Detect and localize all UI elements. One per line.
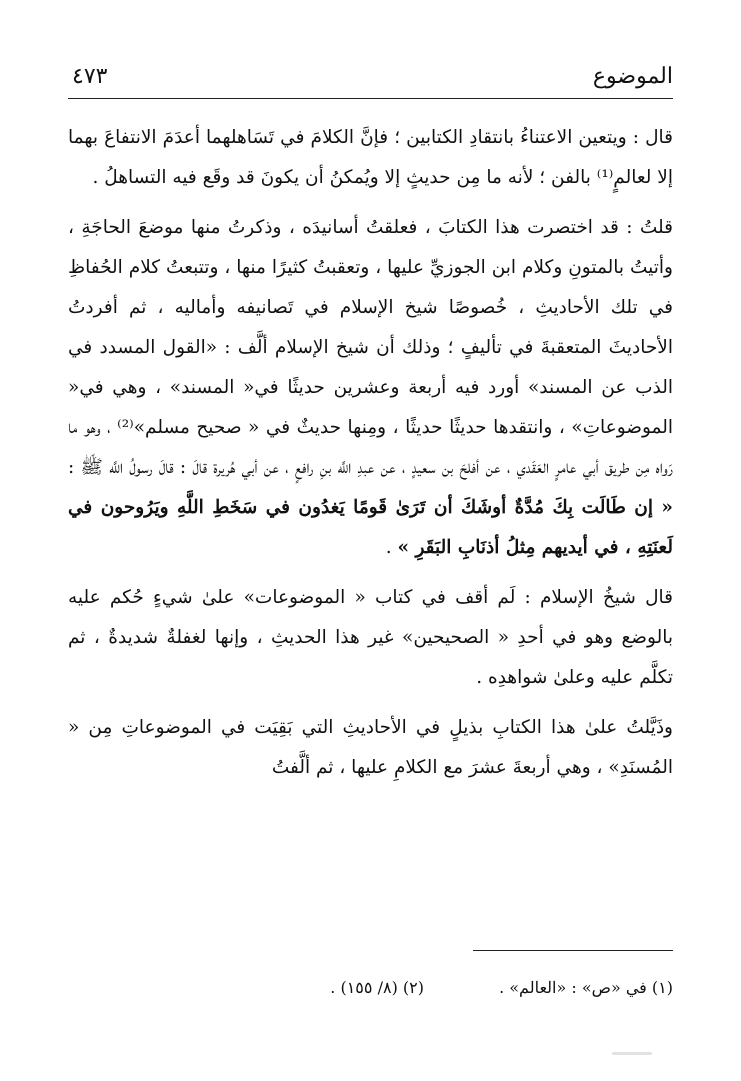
paragraph-2-text: قلتُ : قد اختصرت هذا الكتابَ ، فعلقتُ أسانيدَه ، وذكرتُ منها موضعَ الحاجَةِ ، وأتيتُ بالمتونِ وكلام ابن الجوزيِّ عليها ، وتعقبتُ كثيرًا منها ، وتتبعتُ كلام الحُفاظِ في تلك الأحاديثِ ، خُصوصًا شيخ الإسلام في تَصانيفه وأماليه ، ثم أفردتُ الأحاديثَ المتعقبةَ في تأليفٍ ؛ وذلك أن شيخ الإسلام ألَّف : «القول المسدد في الذب عن المسند» أورد فيه أربعة وعشرين حديثًا في« المسند» ، وهي في« الموضوعاتِ» ، وانتقدها حديثًا حديثًا ، ومِنها حديثٌ في « صحيح مسلم»⁽²⁾ ، وهو ما رَواه مِن طريق أبي عامرٍ العَقَدي ، عن أفلحَ بن سعيدٍ ، عن عبدِ اللَّه بنِ رافعٍ ، عن أبي هُريرة قالَ : قالَ رسولُ اللَّه ﷺ : (68, 217, 673, 478)
paragraph-1: قال : ويتعين الاعتناءُ بانتقادِ الكتابين ؛ فإنَّ الكلامَ في تَسَاهلهما أعدَمَ الانتفاعَ بهما إلا لعالمٍ⁽¹⁾ بالفن ؛ لأنه ما مِن حديثٍ إلا ويُمكنُ أن يكونَ قد وقَع فيه التساهلُ . (68, 127, 673, 188)
scan-smudge (612, 1052, 652, 1055)
footnotes (68, 975, 673, 1001)
paragraph-2 (68, 208, 673, 568)
page-number: ٤٧٣ (72, 64, 108, 89)
footnote-2: (٢) (٨/ ١٥٥) . (330, 978, 424, 997)
running-title: الموضوع (592, 64, 673, 89)
paragraph-4: وذَيَّلتُ علىٰ هذا الكتابِ بذيلٍ في الأحاديثِ التي بَقِيَت في الموضوعاتِ مِن « المُسنَدِ» ، وهي أربعةَ عشرَ مع الكلامِ عليها ، ثم ألَّفتُ (68, 717, 673, 778)
hadith-quote: « إن طَالَت بِكَ مُدَّةٌ أوشَكَ أن تَرَىٰ قَومًا يَغدُون في سَخَطِ اللَّهِ ويَرُوحون في لَعنَتِهِ ، في أيديهم مِثلُ أذنَابِ البَقَرِ » (68, 497, 673, 558)
paragraph-3: قال شيخُ الإسلام : لَم أقف في كتاب « الموضوعات» علىٰ شيءٍ حُكم عليه بالوضع وهو في أحدِ « الصحيحين» غير هذا الحديثِ ، وإنها لغفلةٌ شديدةٌ ، ثم تكلَّم عليه وعلىٰ شواهدِه . (68, 587, 673, 688)
main-text (68, 118, 673, 788)
paragraph-2-end: . (385, 537, 398, 558)
page-header (68, 58, 673, 99)
footnote-1: (١) في «ص» : «العالم» . (499, 978, 673, 997)
footnote-separator (473, 950, 673, 951)
